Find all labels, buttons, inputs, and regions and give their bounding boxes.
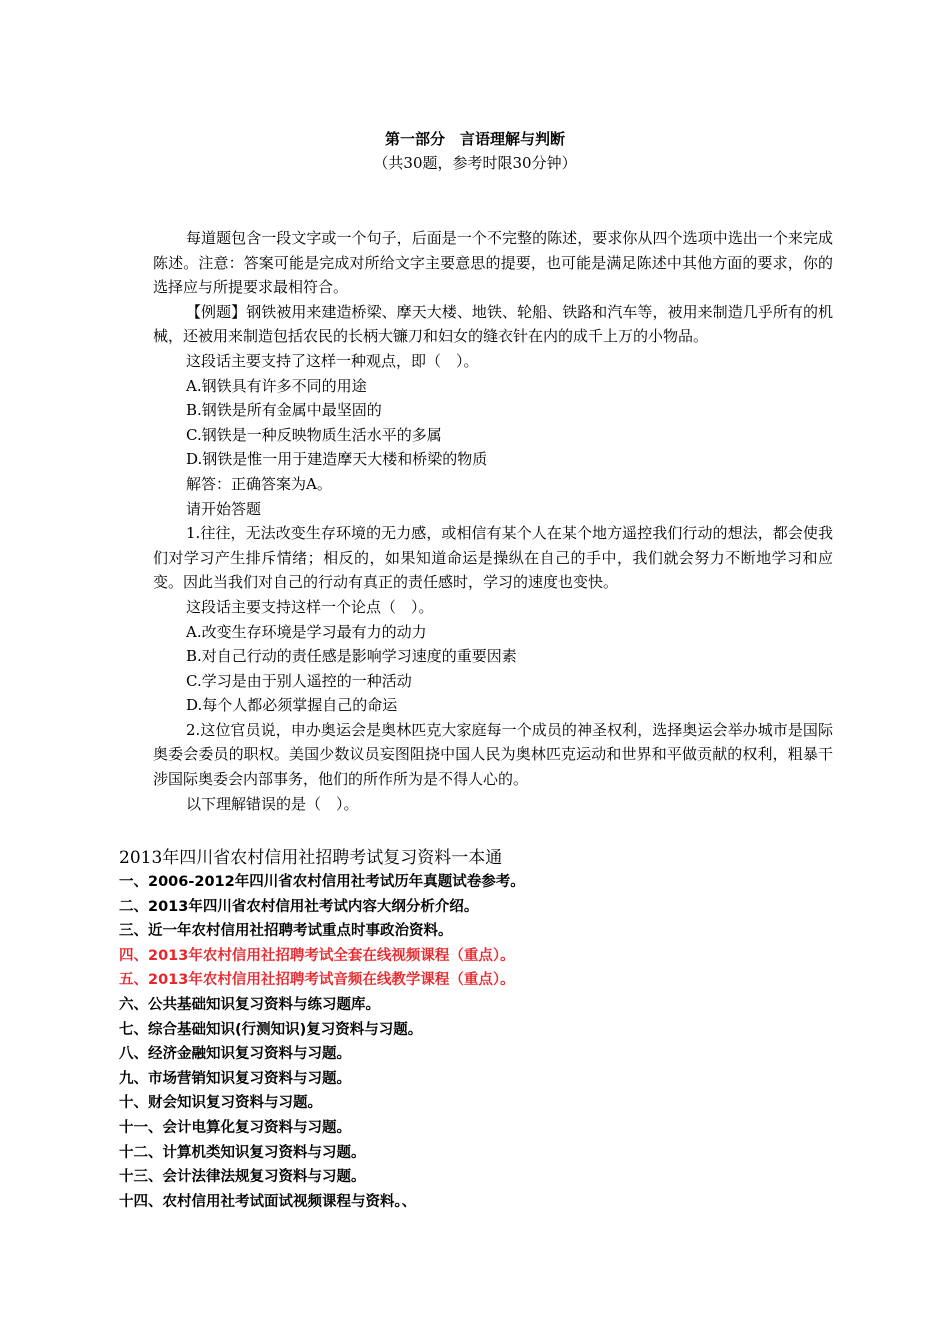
example-paragraph (153, 300, 833, 349)
example-question: 这段话主要支持了这样一种观点，即（ ）。 (186, 351, 479, 370)
promo-item: 十四、农村信用社考试面试视频课程与资料。、 (119, 1193, 417, 1210)
example-label: 【例题】 (186, 302, 247, 321)
promo-item: 二、2013年四川省农村信用社考试内容大纲分析介绍。 (119, 898, 479, 915)
question-2-text: 2.这位官员说，申办奥运会是奥林匹克大家庭每一个成员的神圣权利，选择奥运会举办城市是国际奥委会委员的职权。美国少数议员妄图阻挠中国人民为奥林匹克运动和世界和平做贡献的权利，粗暴干涉国际奥委会内部事务，他们的所作所为是不得人心的。 (153, 720, 833, 789)
exam-body (153, 226, 833, 816)
instructions-paragraph: 每道题包含一段文字或一个句子，后面是一个不完整的陈述，要求你从四个选项中选出一个来完成陈述。注意：答案可能是完成对所给文字主要意思的提要，也可能是满足陈述中其他方面的要求，你的选择应与所提要求最相符合。 (153, 229, 833, 297)
promo-item: 三、近一年农村信用社招聘考试重点时事政治资料。 (119, 923, 453, 940)
promo-item: 一、2006-2012年四川省农村信用社考试历年真题试卷参考。 (119, 874, 525, 890)
section-subtitle: （共30题，参考时限30分钟） (373, 154, 577, 172)
promo-item: 八、经济金融知识复习资料与习题。 (119, 1046, 351, 1063)
promo-item: 十、财会知识复习资料与习题。 (119, 1095, 322, 1112)
example-option-d: D.钢铁是惟一用于建造摩天大楼和桥梁的物质 (186, 450, 488, 469)
question-2-prompt: 以下理解错误的是（ ）。 (186, 794, 359, 813)
promo-item: 九、市场营销知识复习资料与习题。 (119, 1070, 351, 1087)
promo-item: 七、综合基础知识(行测知识)复习资料与习题。 (119, 1021, 423, 1038)
promo-list (119, 870, 879, 1214)
example-option-c: C.钢铁是一种反映物质生活水平的多属 (186, 425, 442, 444)
question-1-option-b: B.对自己行动的责任感是影响学习速度的重要因素 (186, 647, 517, 666)
promo-item: 十三、会计法律法规复习资料与习题。 (119, 1169, 366, 1186)
promo-item: 十二、计算机类知识复习资料与习题。 (119, 1144, 366, 1161)
example-text: 钢铁被用来建造桥梁、摩天大楼、地铁、轮船、铁路和汽车等，被用来制造几乎所有的机械，还被用来制造包括农民的长柄大镰刀和妇女的缝衣针在内的成千上万的小物品。 (153, 302, 833, 346)
example-option-a: A.钢铁具有许多不同的用途 (186, 376, 367, 395)
question-1-option-c: C.学习是由于别人遥控的一种活动 (186, 671, 412, 690)
section-title: 第一部分 言语理解与判断 (384, 130, 565, 148)
question-1-option-d: D.每个人都必须掌握自己的命运 (186, 696, 398, 715)
promo-title: 2013年四川省农村信用社招聘考试复习资料一本通 (119, 848, 503, 868)
question-1-prompt: 这段话主要支持这样一个论点（ ）。 (186, 597, 434, 616)
example-option-b: B.钢铁是所有金属中最坚固的 (186, 401, 382, 420)
question-1-text: 1.往往，无法改变生存环境的无力感，或相信有某个人在某个地方遥控我们行动的想法，都会使我们对学习产生排斥情绪；相反的，如果知道命运是操纵在自己的手中，我们就会努力不断地学习和应变。因此当我们对自己的行动有真正的责任感时，学习的速度也变快。 (153, 524, 833, 592)
promo-item: 十一、会计电算化复习资料与习题。 (119, 1119, 351, 1136)
example-answer: 解答：正确答案为A。 (186, 474, 332, 493)
start-prompt: 请开始答题 (186, 499, 262, 518)
promo-item-highlight: 四、2013年农村信用社招聘考试全套在线视频课程（重点）。 (119, 947, 515, 964)
promo-item-highlight: 五、2013年农村信用社招聘考试音频在线教学课程（重点）。 (119, 972, 515, 989)
question-1-option-a: A.改变生存环境是学习最有力的动力 (186, 622, 427, 641)
promo-section (119, 846, 879, 1214)
promo-item: 六、公共基础知识复习资料与练习题库。 (119, 996, 380, 1013)
